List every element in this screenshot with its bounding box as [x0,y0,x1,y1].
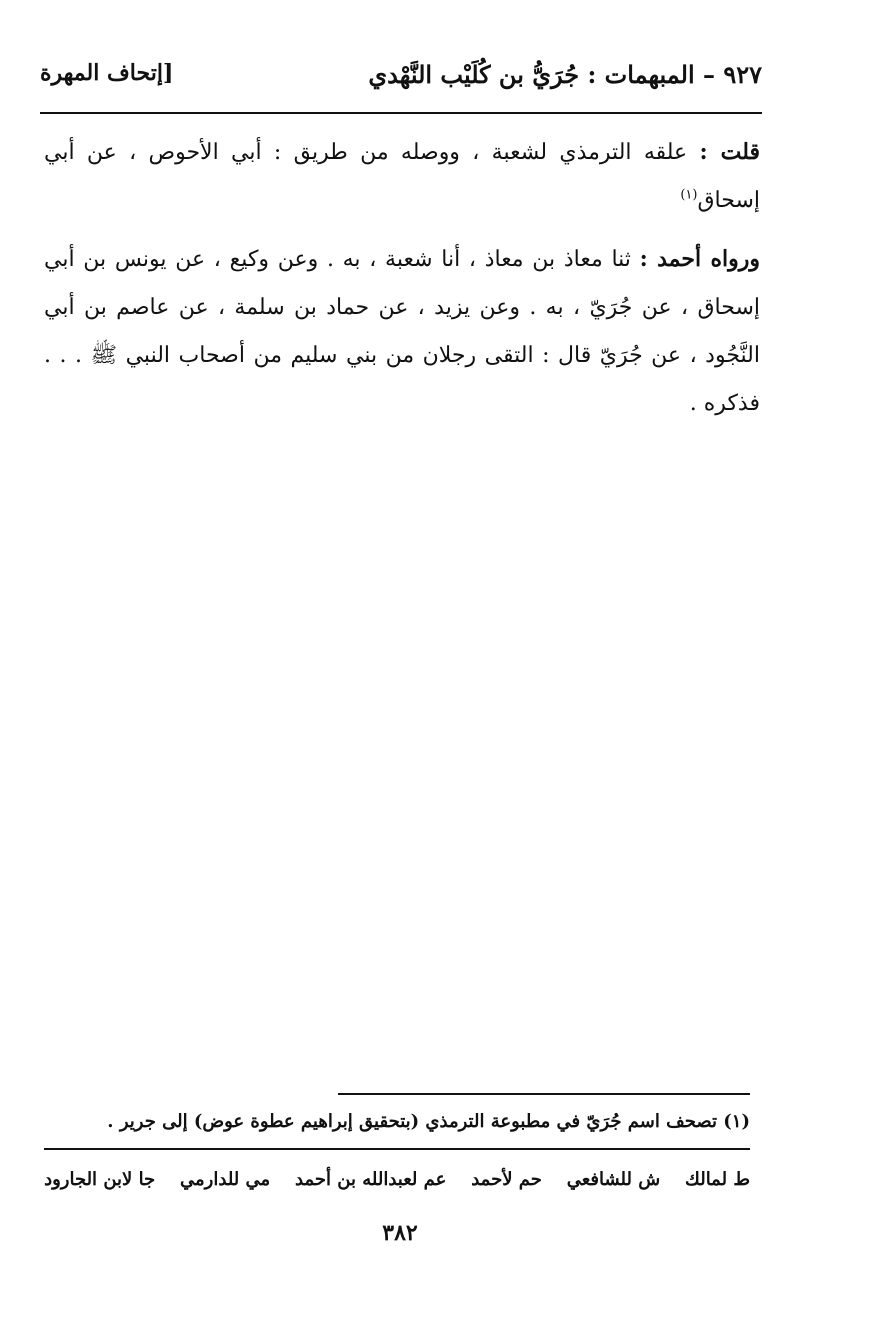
header-divider [40,112,762,114]
main-text [44,128,760,438]
abbreviation-item: جا لابن الجارود [44,1168,156,1190]
running-header [40,56,762,96]
paragraph-1-text: علقه الترمذي لشعبة ، ووصله من طريق : أبي الأحوص ، عن أبي إسحاق [44,140,760,213]
header-book-name: [إتحاف المهرة [40,60,174,86]
paragraph-2-lead: ورواه أحمد : [639,246,760,272]
footnote-divider [338,1093,750,1095]
abbreviation-item: حم لأحمد [471,1168,542,1190]
paragraph-2 [44,235,760,428]
page-number: ٣٨٢ [382,1220,418,1246]
paragraph-1 [44,128,760,225]
footnote-marker[interactable]: (١) [680,187,698,203]
abbreviation-item: عم لعبدالله بن أحمد [295,1168,447,1190]
abbreviation-item: ش للشافعي [566,1168,661,1190]
paragraph-2-text: ثنا معاذ بن معاذ ، أنا شعبة ، به . وعن وكيع ، عن يونس بن أبي إسحاق ، عن جُرَيّ ، به . وعن يزيد ، عن حماد بن سلمة ، عن عاصم بن أبي النَّجُود ، عن جُرَيّ قال : التقى رجلان من بني سليم من أصحاب النبي ﷺ . . . فذكره . [44,247,760,416]
abbreviation-item: ط لمالك [685,1168,750,1190]
header-title: ٩٢٧ – المبهمات : جُرَيُّ بن كُلَيْب النَّهْدي [368,60,762,89]
footnote: (١) تصحف اسم جُرَيّ في مطبوعة الترمذي (بتحقيق إبراهيم عطوة عوض) إلى جرير . [107,1111,750,1132]
abbreviations-key [44,1160,750,1198]
abbreviation-item: مي للدارمي [180,1168,271,1190]
paragraph-1-lead: قلت : [699,139,760,165]
abbreviations-divider [44,1148,750,1150]
